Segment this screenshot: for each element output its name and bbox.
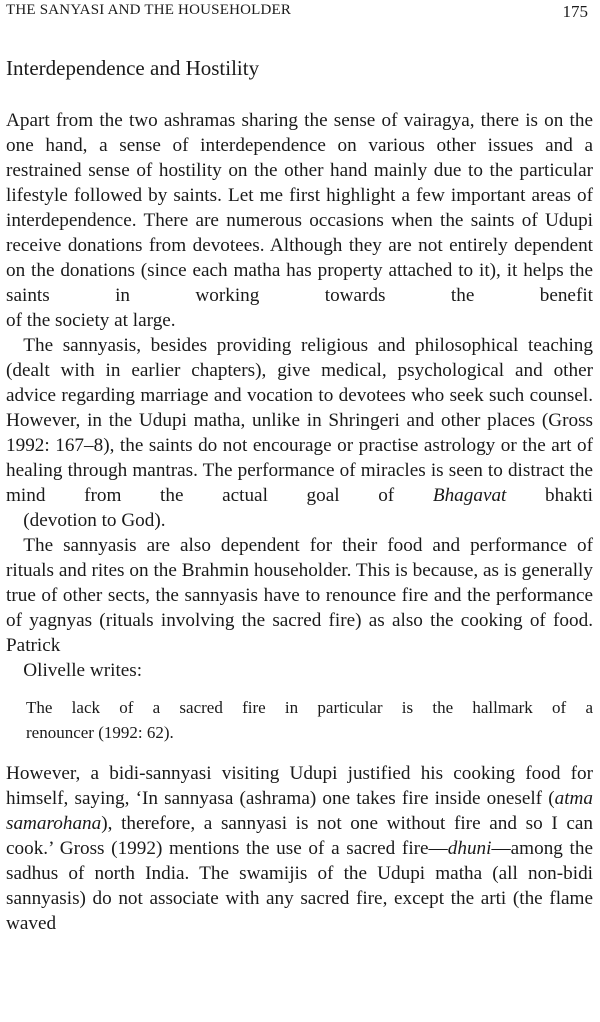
paragraph-4-emphasis-2: dhuni	[447, 838, 492, 859]
body-text	[6, 108, 593, 936]
paragraph-3-last-line: Olivelle writes:	[23, 660, 143, 681]
paragraph-3-text: The sannyasis are also dependent for their food and performance of rituals and rites on the Brahmin householder. This is because, as is generally true of other sects, the sannyasis have to renounce fire and the performance of yagnyas (rituals involving the sacred fire) as also the cooking of food. Patrick	[6, 535, 593, 656]
running-head: THE SANYASI AND THE HOUSEHOLDER	[6, 2, 292, 18]
paragraph-4-text-c: —among the sadhus of north India. The swamijis of the Udupi matha (all non-bidi sannyasis) do not associate with any sacred fire, except the arti (the flame waved	[6, 838, 593, 934]
page-number: 175	[562, 2, 588, 21]
paragraph-4-text-b: ), therefore, a sannyasi is not one without fire and so I can cook.’ Gross (1992) mentions the use of a sacred fire—	[6, 813, 593, 859]
section-heading: Interdependence and Hostility	[6, 56, 260, 80]
paragraph-1-text: Apart from the two ashramas sharing the sense of vairagya, there is on the one hand, a sense of interdependence on various other issues and a restrained sense of hostility on the other hand mainly due to the particular lifestyle followed by saints. Let me first highlight a few important areas of interdependence. There are numerous occasions when the saints of Udupi receive donations from devotees. Although they are not entirely dependent on the donations (since each matha has property attached to it), it helps the saints in working towards the benefit	[6, 110, 593, 306]
paragraph-2	[6, 333, 593, 533]
paragraph-4	[6, 761, 593, 936]
paragraph-2-text-after: bhakti	[545, 485, 593, 506]
paragraph-1	[6, 108, 593, 333]
paragraph-2-last-line: (devotion to God).	[23, 510, 166, 531]
block-quote-line-2: renouncer (1992: 62).	[26, 723, 174, 742]
paragraph-1-last-line: of the society at large.	[6, 310, 176, 331]
paragraph-4-emphasis-1: atma samarohana	[6, 788, 593, 834]
paragraph-2-text: The sannyasis, besides providing religious and philosophical teaching (dealt with in earlier chapters), give medical, psychological and other advice regarding marriage and vocation to devotees who seek such counsel. However, in the Udupi matha, unlike in Shringeri and other places (Gross 1992: 167–8), the saints do not encourage or practise astrology or the art of healing through mantras. The performance of miracles is seen to distract the mind from the actual goal of	[6, 335, 593, 506]
page-header	[6, 2, 588, 26]
paragraph-2-emphasis: Bhagavat	[432, 485, 507, 506]
paragraph-3	[6, 533, 593, 683]
block-quote-line-1: The lack of a sacred fire in particular is the hallmark of a	[26, 698, 593, 717]
paragraph-4-text-a: However, a bidi-sannyasi visiting Udupi justified his cooking food for himself, saying, ‘In sannyasa (ashrama) one takes fire inside oneself (	[6, 763, 593, 809]
block-quote	[26, 695, 593, 745]
